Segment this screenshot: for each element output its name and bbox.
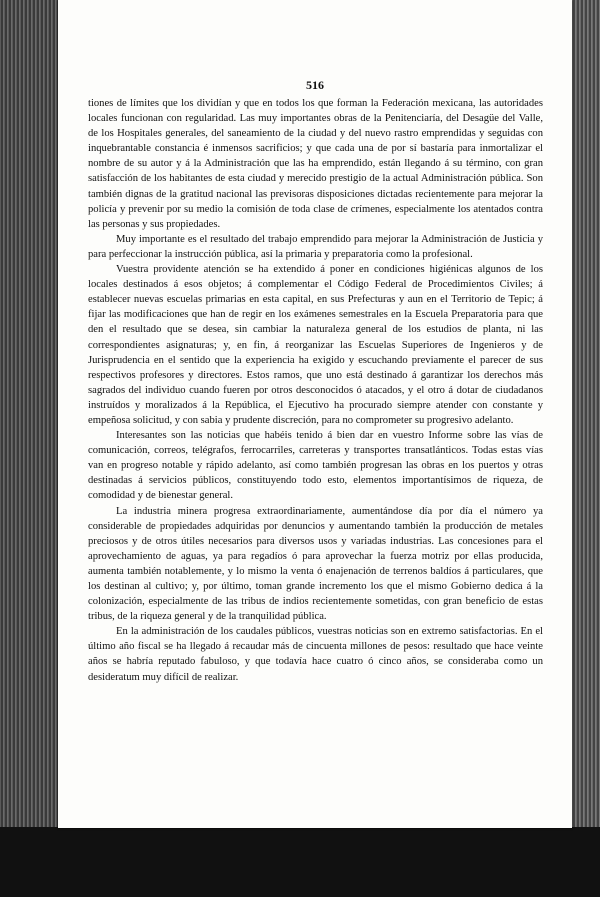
paragraph: La industria minera progresa extraordinariamente, aumentándose día por día el número ya considerable de propiedades adquiridas por denuncios y aumentando también la producción de metales preciosos y de otros útiles necesarios para diversos usos y variadas industrias. Las concesiones para el aprovechamiento de aguas, ya para regadíos ó para aprovechar la fuerza motriz por ellas producida, aumenta también notablemente, y lo mismo la venta ó enajenación de terrenos baldíos á particulares, que los destinan al cultivo; y, por último, toman grande incremento los que el mismo Gobierno dedica á la colonización, especialmente de las tribus de indios recientemente sometidas, con gran beneficio de estas tribus, de la riqueza general y de la tranquilidad pública.: [88, 505, 543, 623]
body-text: [88, 96, 543, 685]
adjacent-pages-right-edge: [572, 0, 600, 897]
scan-bottom-shadow: [0, 827, 600, 897]
document-page: [58, 0, 572, 828]
paragraph: Interesantes son las noticias que habéis tenido á bien dar en vuestro Informe sobre las vías de comunicación, correos, telégrafos, ferrocarriles, carreteras y transportes transatlánticos. Todas estas vías van en progreso notable y rápido adelanto, así como también progresan las obras en los puertos y otras destinadas á servicios públicos, constituyendo todo esto, elementos importantísimos de riqueza, de comodidad y de bienestar general.: [88, 430, 543, 502]
paragraph: En la administración de los caudales públicos, vuestras noticias son en extremo satisfactorias. En el último año fiscal se ha llegado á recaudar más de cincuenta millones de pesos: resultado que hace veinte años se habría reputado fabuloso, y que todavía hace cuatro ó cinco años, se consideraba como un desideratum muy difícil de realizar.: [88, 626, 543, 683]
paragraph: tiones de límites que los dividían y que en todos los que forman la Federación mexicana, las autoridades locales funcionan con regularidad. Las muy importantes obras de la Penitenciaría, del Desagüe del Valle, de los Hospitales generales, del saneamiento de la ciudad y del nuevo rastro emprendidas y seguidas con inquebrantable constancia é inmensos sacrificios; y que cada una de por sí bastaría para inmortalizar el nombre de su autor y á la Administración que las ha emprendido, están llegando á su término, con gran satisfacción de los habitantes de esta ciudad y merecido prestigio de la actual Administración pública. Son también dignas de la gratitud nacional las previsoras disposiciones dictadas recientemente para mejorar la policía y prevenir por su medio la comisión de toda clase de crímenes, especialmente los atentados contra las personas y sus propiedades.: [88, 98, 543, 230]
page-number: 516: [306, 78, 324, 92]
paragraph: Vuestra providente atención se ha extendido á poner en condiciones higiénicas algunos de los locales destinados á esos objetos; á complementar el Código Federal de Procedimientos Civiles; á establecer nuevas escuelas primarias en esta capital, en sus Prefecturas y aun en el Territorio de Tepic; á fijar las modificaciones que han de regir en los exámenes semestrales en la Escuela Preparatoria para que den el resultado que se desea, sin cambiar la naturaleza general de los estudios de planta, ni las correspondientes asignaturas; y, en fin, á reorganizar las Escuelas Superiores de Ingenieros y de Jurisprudencia en el sentido que la experiencia ha exigido y escuchando previamente el parecer de sus respectivos profesores y directores. Estos ramos, que uno está destinado á garantizar los derechos más sagrados del individuo cuando fueren por otros desconocidos ó atacados, y el otro á dotar de ciudadanos instruídos y moralizados á la República, el Ejecutivo ha procurado siempre atender con constante y empeñosa solicitud, y con sabia y prudente discreción, para no comprometer su progresivo adelanto.: [88, 264, 543, 426]
adjacent-pages-left-edge: [0, 0, 58, 897]
paragraph: Muy importante es el resultado del trabajo emprendido para mejorar la Administración de Justicia y para perfeccionar la instrucción pública, así la primaria y preparatoria como la profesional.: [88, 233, 543, 260]
